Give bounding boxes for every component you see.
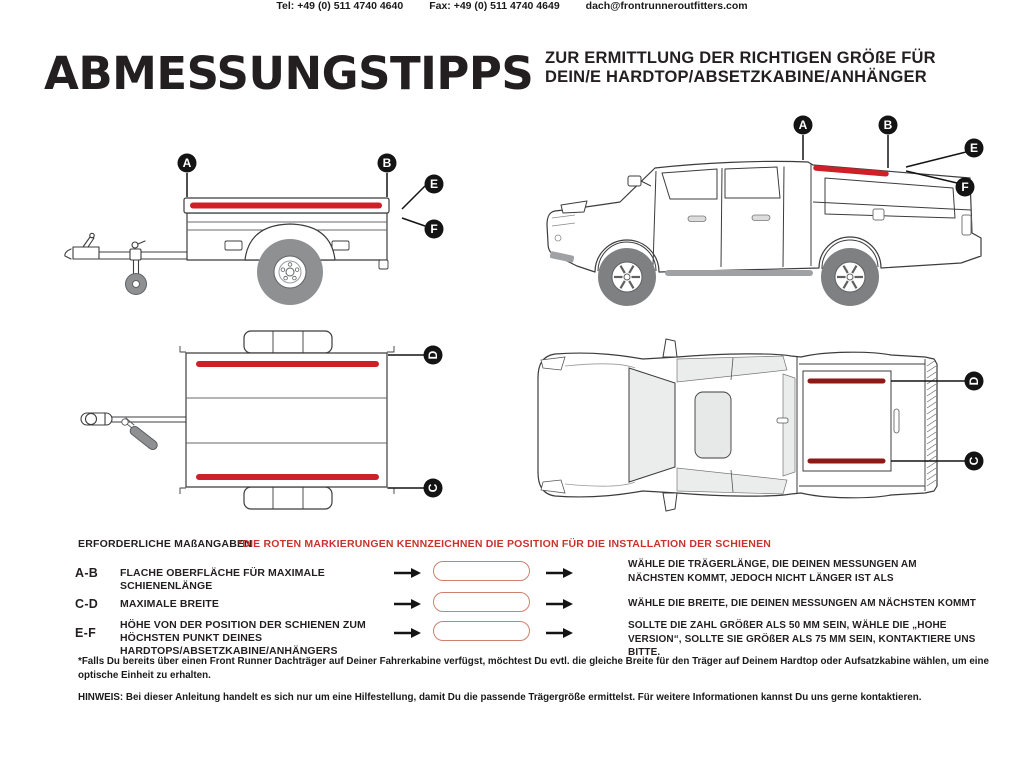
marker-c — [424, 479, 443, 498]
svg-text:C: C — [426, 483, 441, 493]
section-label: ERFORDERLICHE MAßANGABEN — [78, 538, 252, 550]
jockey-wheel — [126, 274, 147, 295]
svg-text:A: A — [798, 118, 808, 133]
svg-text:B: B — [883, 118, 893, 133]
red-installation-note: *DIE ROTEN MARKIERUNGEN KENNZEICHNEN DIE POSITION FÜR DIE INSTALLATION DER SCHIENEN — [238, 538, 772, 550]
arrow-right-icon — [393, 598, 421, 610]
row-result-ef: SOLLTE DIE ZAHL GRÖßER ALS 50 MM SEIN, WÄHLE DIE „HOHE VERSION“, SOLLTE SIE GRÖßER ALS 75 MM SEIN, KONTAKTIERE UNS BITTE. — [628, 620, 976, 658]
windshield — [629, 368, 675, 482]
left-mirror — [663, 339, 677, 357]
svg-text:B: B — [382, 156, 392, 171]
marker-f — [956, 178, 975, 197]
arrow-right-icon — [545, 567, 573, 579]
marker-e — [425, 175, 444, 194]
arrow-right-icon — [393, 567, 421, 579]
marker-a — [794, 116, 813, 135]
hinweis-footnote: HINWEIS: Bei dieser Anleitung handelt es sich nur um eine Hilfestellung, damit Du die passende Trägergröße ermittelst. Für weitere Informationen kannst Du uns gerne kontaktieren. — [78, 692, 922, 703]
front-wheel — [598, 248, 656, 306]
page-title: ABMESSUNGSTIPPS — [44, 47, 534, 100]
contact-email: dach@frontrunneroutfitters.com — [585, 0, 748, 12]
handbrake-lever — [128, 425, 159, 452]
rear-window — [783, 374, 795, 476]
row-description-ab: FLACHE OBERFLÄCHE FÜR MAXIMALE SCHIENENLÄNGE — [120, 567, 325, 592]
measurement-value-pill-ab — [433, 561, 530, 581]
svg-text:D: D — [967, 376, 982, 386]
contact-line — [0, 0, 1024, 12]
arrow-right-icon — [545, 598, 573, 610]
truck-side-view-diagram — [525, 105, 1005, 310]
row-result-ab: WÄHLE DIE TRÄGERLÄNGE, DIE DEINEN MESSUNGEN AM NÄCHSTEN KOMMT, JEDOCH NICHT LÄNGER IST ALS — [628, 559, 917, 584]
marker-f — [425, 220, 444, 239]
row-key-ab: A-B — [75, 566, 99, 580]
arrow-right-icon — [393, 627, 421, 639]
row-description-cd: MAXIMALE BREITE — [120, 598, 219, 610]
svg-text:A: A — [182, 156, 192, 171]
row-key-ef: E-F — [75, 626, 97, 640]
trailer-drawbar — [65, 233, 188, 276]
row-result-cd: WÄHLE DIE BREITE, DIE DEINEN MESSUNGEN AM NÄCHSTEN KOMMT — [628, 598, 977, 609]
rear-wheel — [821, 248, 879, 306]
svg-text:F: F — [961, 180, 969, 195]
marker-b — [879, 116, 898, 135]
page-subtitle — [545, 49, 936, 86]
marker-e — [965, 139, 984, 158]
svg-text:E: E — [429, 177, 439, 192]
contact-fax: Fax: +49 (0) 511 4740 4649 — [429, 0, 560, 12]
front-door-handle — [688, 216, 706, 222]
truck-bed — [803, 371, 891, 471]
right-mirror — [663, 493, 677, 511]
truck-top-view-diagram — [525, 330, 1005, 530]
marker-b — [378, 154, 397, 173]
contact-tel: Tel: +49 (0) 511 4740 4640 — [276, 0, 404, 12]
leader-lines — [388, 355, 424, 488]
measurement-value-pill-ef — [433, 621, 530, 641]
subtitle-line-1: ZUR ERMITTLUNG DER RICHTIGEN GRÖßE FÜR — [545, 49, 936, 67]
sunroof — [695, 392, 731, 458]
trailer-top-view-diagram — [35, 322, 475, 522]
marker-a — [178, 154, 197, 173]
asterisk-footnote: *Falls Du bereits über einen Front Runner Dachträger auf Deiner Fahrerkabine verfügst, möchtest Du evtl. die gleiche Breite für den Träger auf Deinem Hardtop oder Aufsatzkabine wählen, um eine optische Einheit zu erhalten. — [78, 656, 989, 681]
trailer-side-view-diagram — [35, 125, 475, 310]
trailer-top-drawbar — [81, 413, 186, 428]
marker-d — [424, 346, 443, 365]
svg-text:D: D — [426, 350, 441, 360]
row-key-cd: C-D — [75, 597, 99, 611]
svg-text:F: F — [430, 222, 438, 237]
tailgate-handle — [894, 409, 899, 433]
subtitle-line-2: DEIN/E HARDTOP/ABSETZKABINE/ANHÄNGER — [545, 67, 927, 86]
measurement-value-pill-cd — [433, 592, 530, 612]
rear-door-handle — [752, 215, 770, 221]
trailer-top-body — [180, 331, 394, 509]
marker-d — [965, 372, 984, 391]
svg-text:E: E — [969, 141, 979, 156]
marker-c — [965, 452, 984, 471]
trailer-wheel — [257, 239, 323, 305]
row-description-ef: HÖHE VON DER POSITION DER SCHIENEN ZUM HÖCHSTEN PUNKT DEINES HARDTOPS/ABSETZKABINE/ANHÄNGERS — [120, 619, 366, 657]
running-board — [665, 270, 813, 276]
arrow-right-icon — [545, 627, 573, 639]
svg-text:C: C — [967, 456, 982, 466]
